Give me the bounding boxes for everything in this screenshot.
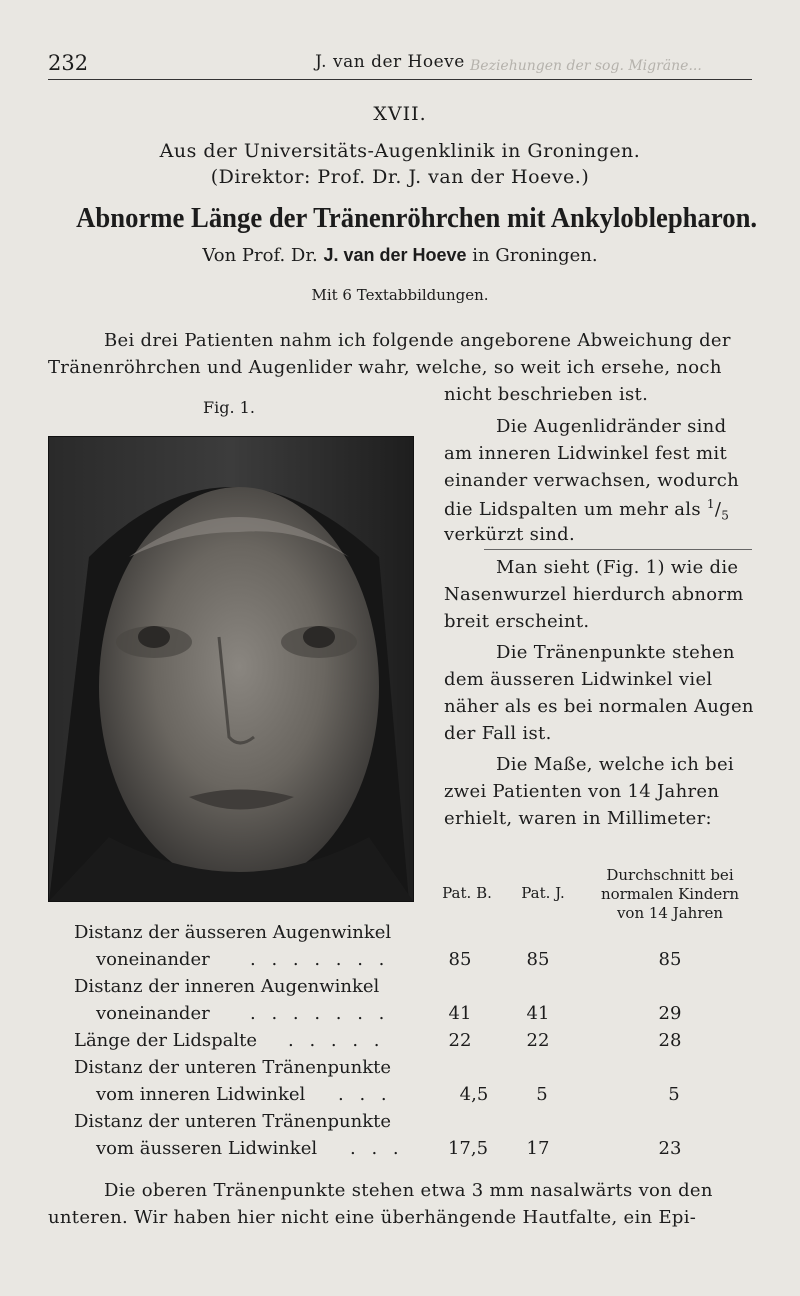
column-header-avg: Durchschnitt bei	[606, 866, 734, 884]
figure-note: Mit 6 Textabbildungen.	[311, 286, 489, 304]
value-pat-j: 5	[536, 1084, 548, 1105]
author-line	[48, 245, 752, 266]
value-pat-j: 22	[526, 1030, 550, 1051]
director-line: (Direktor: Prof. Dr. J. van der Hoeve.)	[210, 166, 590, 188]
body-line: Die oberen Tränenpunkte stehen etwa 3 mm nasalwärts von den	[104, 1180, 713, 1201]
body-line: nicht beschrieben ist.	[444, 384, 649, 405]
column-header-pat-j: Pat. J.	[521, 884, 565, 902]
body-line: erhielt, waren in Millimeter:	[444, 808, 712, 829]
leader-dots: . . .	[338, 1084, 392, 1105]
row-label: vom inneren Lidwinkel	[96, 1084, 306, 1105]
body-line: näher als es bei normalen Augen	[444, 696, 754, 717]
body-line: Tränenröhrchen und Augenlider wahr, welche, so weit ich ersehe, noch	[48, 357, 722, 378]
page-number: 232	[48, 51, 89, 75]
figure-photo	[48, 436, 414, 902]
column-header-avg: von 14 Jahren	[616, 904, 724, 922]
body-line: einander verwachsen, wodurch	[444, 470, 740, 491]
value-pat-b: 22	[448, 1030, 472, 1051]
body-line: dem äusseren Lidwinkel viel	[444, 669, 713, 690]
row-label: Distanz der äusseren Augenwinkel	[74, 922, 392, 943]
value-pat-b: 41	[448, 1003, 472, 1024]
bleed-through-text: Beziehungen der sog. Migräne...	[470, 58, 702, 74]
body-text: die Lidspalten um mehr als	[444, 499, 701, 520]
value-pat-j: 85	[526, 949, 550, 970]
column-header-pat-b: Pat. B.	[442, 884, 492, 902]
body-line: der Fall ist.	[444, 723, 552, 744]
body-line: breit erscheint.	[444, 611, 590, 632]
fraction-numerator: 1	[706, 497, 715, 511]
leader-dots: . . . . . . .	[250, 1003, 390, 1024]
body-line: Die Tränenpunkte stehen	[496, 642, 735, 663]
body-line	[444, 497, 729, 523]
row-label: Länge der Lidspalte	[74, 1030, 258, 1051]
value-avg: 85	[658, 949, 682, 970]
value-pat-b: 85	[448, 949, 472, 970]
body-line: Bei drei Patienten nahm ich folgende angeborene Abweichung der	[104, 330, 731, 351]
portrait-image	[49, 437, 413, 901]
value-pat-b: 17,5	[447, 1138, 489, 1159]
row-label: Distanz der unteren Tränenpunkte	[74, 1057, 392, 1078]
article-title: Abnorme Länge der Tränenröhrchen mit Ankyloblepharon.	[76, 202, 758, 234]
row-label: voneinander	[96, 949, 210, 970]
running-head: J. van der Hoeve	[315, 52, 465, 72]
figure-label: Fig. 1.	[203, 398, 255, 417]
value-avg: 29	[658, 1003, 682, 1024]
body-line: verkürzt sind.	[444, 524, 575, 545]
header-rule	[48, 79, 752, 80]
leader-dots: . . .	[350, 1138, 404, 1159]
leader-dots: . . . . . . .	[250, 949, 390, 970]
row-label: Distanz der unteren Tränenpunkte	[74, 1111, 392, 1132]
row-label: vom äusseren Lidwinkel	[96, 1138, 318, 1159]
body-line: unteren. Wir haben hier nicht eine überhängende Hautfalte, ein Epi-	[48, 1207, 697, 1228]
leader-dots: . . . . .	[288, 1030, 385, 1051]
value-pat-j: 41	[526, 1003, 550, 1024]
institution-line: Aus der Universitäts-Augenklinik in Groningen.	[159, 140, 641, 162]
bleed-through-rule	[484, 549, 752, 550]
body-line: Die Maße, welche ich bei	[496, 754, 734, 775]
body-line: Die Augenlidränder sind	[496, 416, 727, 437]
value-pat-j: 17	[526, 1138, 550, 1159]
body-line: zwei Patienten von 14 Jahren	[444, 781, 720, 802]
author-suffix: in Groningen.	[472, 245, 598, 266]
fraction-denominator: 5	[721, 508, 730, 523]
column-header-avg: normalen Kindern	[600, 885, 740, 903]
body-line: Man sieht (Fig. 1) wie die	[496, 557, 739, 578]
value-avg: 5	[668, 1084, 680, 1105]
row-label: Distanz der inneren Augenwinkel	[74, 976, 380, 997]
value-avg: 23	[658, 1138, 682, 1159]
value-pat-b: 4,5	[459, 1084, 489, 1105]
article-number: XVII.	[373, 103, 427, 125]
author-prefix: Von Prof. Dr.	[202, 245, 318, 266]
row-label: voneinander	[96, 1003, 210, 1024]
body-line: Nasenwurzel hierdurch abnorm	[444, 584, 744, 605]
fraction: $^1/_5$	[706, 497, 730, 523]
author-name: J. van der Hoeve	[323, 245, 467, 265]
body-line: am inneren Lidwinkel fest mit	[444, 443, 727, 464]
value-avg: 28	[658, 1030, 682, 1051]
